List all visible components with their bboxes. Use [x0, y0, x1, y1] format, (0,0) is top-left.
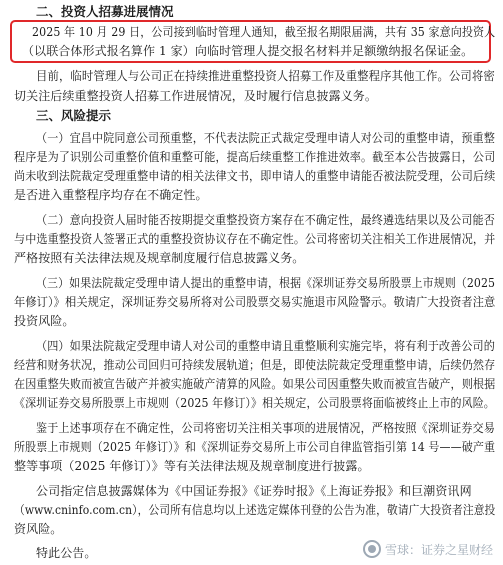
text-line: 《深圳证券交易所股票上市规则（2025 年修订）》相关规定，公司股票将面临被终止上市的风险。 [14, 396, 495, 410]
text-line: 鉴于上述事项存在不确定性，公司将密切关注相关事项的进展情况，严格按照《深圳证券交易 [36, 421, 495, 435]
text-line: 尚未收到法院裁定受理重整申请的相关法律文书，即申请人的重整申请能否被法院受理，公司后续 [14, 169, 496, 183]
closing-text: 特此公告。 [36, 546, 97, 560]
text-line: 程序是为了识别公司重整价值和重整可能，提高后续重整工作推进效率。截至本公告披露日，公司 [14, 150, 496, 164]
text-line: （四）如果法院裁定受理申请人对公司的重整申请且重整顺利实施完毕，将有利于改善公司的 [36, 339, 495, 353]
text-line: 严格按照有关法律法规及规章制度履行信息披露义务。 [14, 251, 305, 265]
snowball-logo-icon [363, 540, 381, 558]
text-line: 公司指定信息披露媒体为《中国证券报》《证券时报》《上海证券报》和巨潮资讯网 [36, 484, 472, 498]
text-line: 资风险。 [14, 522, 63, 536]
section-heading-risk: 三、风险提示 [36, 108, 112, 123]
text-line: 与中选重整投资人签署正式的重整投资协议存在不确定性。公司将密切关注相关工作进展情况，并 [14, 232, 496, 246]
watermark-text: 雪球：证券之星财经 [384, 542, 493, 557]
text-line: （以联合体形式报名算作 1 家）向临时管理人提交报名材料并足额缴纳报名保证金。 [22, 44, 474, 58]
text-line: 整等事项（2025 年修订）》等有关法律法规及规章制度进行披露。 [14, 459, 370, 473]
text-line: （www.cninfo.com.cn），公司所有信息均以上述选定媒体刊登的公告为准，敬请广大投资者注意投 [14, 503, 496, 517]
text-line: 投资风险。 [14, 314, 75, 328]
text-line: 年修订）》相关规定，深圳证券交易所将对公司股票交易实施退市风险警示。敬请广大投资者注意 [14, 295, 496, 309]
text-line: 目前，临时管理人与公司正在持续推进重整投资人招募工作及重整程序其他工作。公司将密 [36, 69, 495, 83]
text-line: 在因重整失败而被宣告破产并被实施破产清算的风险。如果公司因重整失败而被宣告破产，则根据 [14, 377, 496, 391]
watermark [363, 539, 493, 559]
text-line: 经营和财务状况，推动公司回归可持续发展轨道；但是，即使法院裁定受理重整申请，后续仍然存 [14, 358, 496, 372]
section-heading-recruitment: 二、投资人招募进展情况 [36, 4, 174, 19]
text-line: 所股票上市规则（2025 年修订）》和《深圳证券交易所上市公司自律监管指引第 14 号——破产重 [14, 440, 496, 454]
text-line: （三）如果法院裁定受理申请人提出的重整申请，根据《深圳证券交易所股票上市规则（2025 [36, 276, 496, 290]
text-line: （二）意向投资人届时能否按期提交重整投资方案存在不确定性，最终遴选结果以及公司能否 [36, 213, 495, 227]
text-line: 是否进入重整程序均存在不确定性。 [14, 188, 208, 202]
text-line: 2025 年 10 月 29 日，公司接到临时管理人通知，截至报名期限届满，共有 35 家意向投资人 [32, 25, 496, 39]
text-line: 切关注后续重整投资人招募工作进展情况，及时履行信息披露义务。 [14, 89, 378, 103]
text-line: （一）宜昌中院同意公司预重整，不代表法院正式裁定受理申请人对公司的重整申请，预重整 [36, 131, 495, 145]
